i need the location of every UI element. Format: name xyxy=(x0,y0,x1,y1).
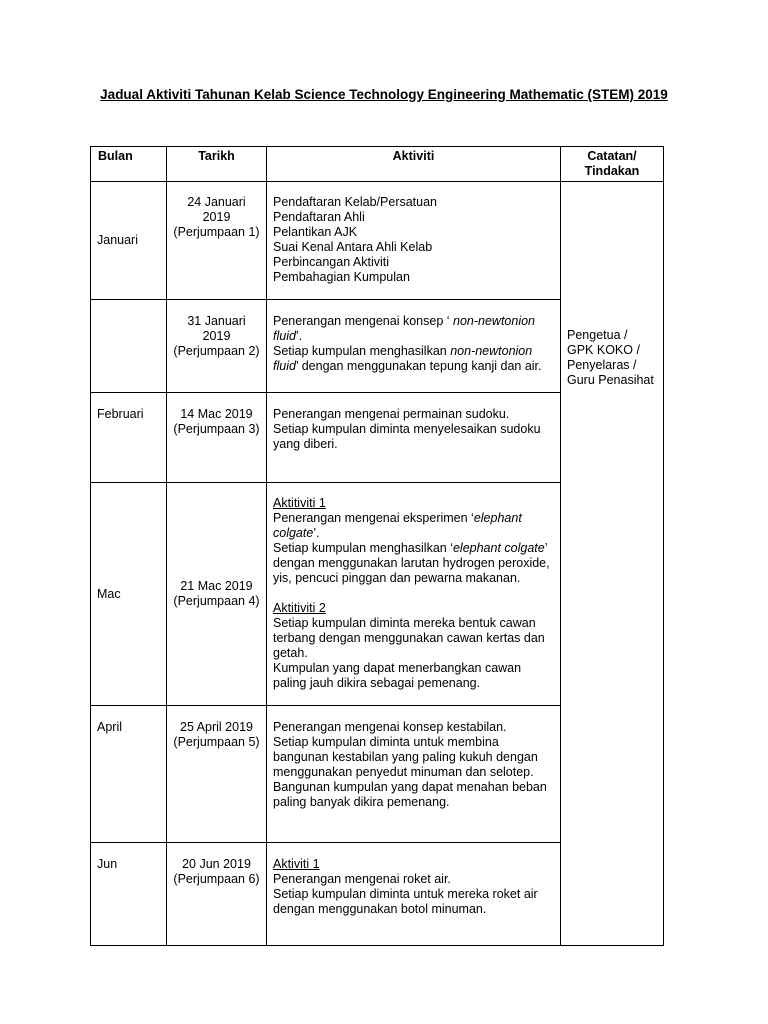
aktiviti-line: Pembahagian Kumpulan xyxy=(273,270,410,284)
tarikh-line: 14 Mac 2019 xyxy=(180,407,253,421)
document-title: Jadual Aktiviti Tahunan Kelab Science Technology Engineering Mathematic (STEM) 2019 xyxy=(100,87,668,102)
aktiviti-line: Suai Kenal Antara Ahli Kelab xyxy=(273,240,433,254)
cell-bulan xyxy=(91,300,167,393)
cell-aktiviti xyxy=(267,706,561,843)
cell-bulan: Februari xyxy=(91,393,167,483)
cell-aktiviti xyxy=(267,393,561,483)
header-catatan-line1: Catatan/ xyxy=(587,149,637,163)
aktiviti-heading: Aktiviti 1 xyxy=(273,857,320,871)
aktiviti-line: Setiap kumpulan diminta menyelesaikan sudoku yang diberi. xyxy=(273,422,541,451)
cell-tarikh xyxy=(167,182,267,300)
tarikh-line: 24 Januari xyxy=(187,195,246,209)
cell-aktiviti xyxy=(267,843,561,946)
aktiviti-line: Setiap kumpulan diminta untuk membina bangunan kestabilan yang paling kukuh dengan menggunakan penyedut minuman dan selotep. xyxy=(273,735,538,779)
tarikh-line: 2019 xyxy=(202,210,231,224)
aktiviti-line: Setiap kumpulan diminta untuk mereka roket air dengan menggunakan botol minuman. xyxy=(273,887,538,916)
cell-tarikh xyxy=(167,300,267,393)
tarikh-line: 20 Jun 2019 xyxy=(182,857,251,871)
aktiviti-line: Pendaftaran Kelab/Persatuan xyxy=(273,195,438,209)
catatan-line: Penyelaras / xyxy=(567,358,637,372)
aktiviti-line: Pelantikan AJK xyxy=(273,225,358,239)
aktiviti-line: Kumpulan yang dapat menerbangkan cawan paling jauh dikira sebagai pemenang. xyxy=(273,661,522,690)
aktiviti-line: Perbincangan Aktiviti xyxy=(273,255,390,269)
header-bulan: Bulan xyxy=(91,147,167,182)
aktiviti-line: Penerangan mengenai konsep kestabilan. xyxy=(273,720,507,734)
aktiviti-line: Setiap kumpulan menghasilkan ‘elephant colgate’ dengan menggunakan larutan hydrogen peroxide, yis, pencuci pinggan dan pewarna makanan. xyxy=(273,541,550,585)
aktiviti-line: Penerangan mengenai konsep ‘ non-newtonion fluid’. xyxy=(273,314,536,343)
aktiviti-heading: Aktitiviti 1 xyxy=(273,496,326,510)
tarikh-line: (Perjumpaan 4) xyxy=(173,594,260,608)
tarikh-line: (Perjumpaan 3) xyxy=(173,422,260,436)
cell-aktiviti xyxy=(267,300,561,393)
cell-tarikh xyxy=(167,843,267,946)
aktiviti-line: Bangunan kumpulan yang dapat menahan beban paling banyak dikira pemenang. xyxy=(273,780,547,809)
cell-tarikh xyxy=(167,393,267,483)
tarikh-line: 2019 xyxy=(202,329,231,343)
catatan-line: GPK KOKO / xyxy=(567,343,640,357)
header-tarikh: Tarikh xyxy=(167,147,267,182)
tarikh-line: (Perjumpaan 1) xyxy=(173,225,260,239)
aktiviti-line: Setiap kumpulan menghasilkan non-newtonion fluid’ dengan menggunakan tepung kanji dan air. xyxy=(273,344,542,373)
cell-tarikh xyxy=(167,706,267,843)
aktiviti-line: Penerangan mengenai permainan sudoku. xyxy=(273,407,510,421)
table-row xyxy=(91,182,664,300)
catatan-line: Guru Penasihat xyxy=(567,373,654,387)
cell-bulan: Januari xyxy=(91,182,167,300)
cell-bulan: Mac xyxy=(91,483,167,706)
aktiviti-line: Penerangan mengenai roket air. xyxy=(273,872,451,886)
cell-catatan xyxy=(561,182,664,946)
aktiviti-line: Setiap kumpulan diminta mereka bentuk cawan terbang dengan menggunakan cawan kertas dan getah. xyxy=(273,616,545,660)
header-catatan-line2: Tindakan xyxy=(584,164,640,178)
tarikh-line: (Perjumpaan 2) xyxy=(173,344,260,358)
header-catatan xyxy=(561,147,664,182)
cell-bulan: April xyxy=(91,706,167,843)
cell-aktiviti xyxy=(267,182,561,300)
catatan-line: Pengetua / xyxy=(567,328,628,342)
table-header-row xyxy=(91,147,664,182)
header-aktiviti: Aktiviti xyxy=(267,147,561,182)
tarikh-line: (Perjumpaan 5) xyxy=(173,735,260,749)
activity-table xyxy=(90,146,664,946)
tarikh-line: 21 Mac 2019 xyxy=(180,579,253,593)
aktiviti-heading: Aktitiviti 2 xyxy=(273,601,326,615)
tarikh-line: 25 April 2019 xyxy=(180,720,253,734)
cell-bulan: Jun xyxy=(91,843,167,946)
cell-aktiviti xyxy=(267,483,561,706)
tarikh-line: 31 Januari xyxy=(187,314,246,328)
aktiviti-line: Pendaftaran Ahli xyxy=(273,210,365,224)
tarikh-line: (Perjumpaan 6) xyxy=(173,872,260,886)
cell-tarikh xyxy=(167,483,267,706)
aktiviti-line: Penerangan mengenai eksperimen ‘elephant colgate’. xyxy=(273,511,522,540)
